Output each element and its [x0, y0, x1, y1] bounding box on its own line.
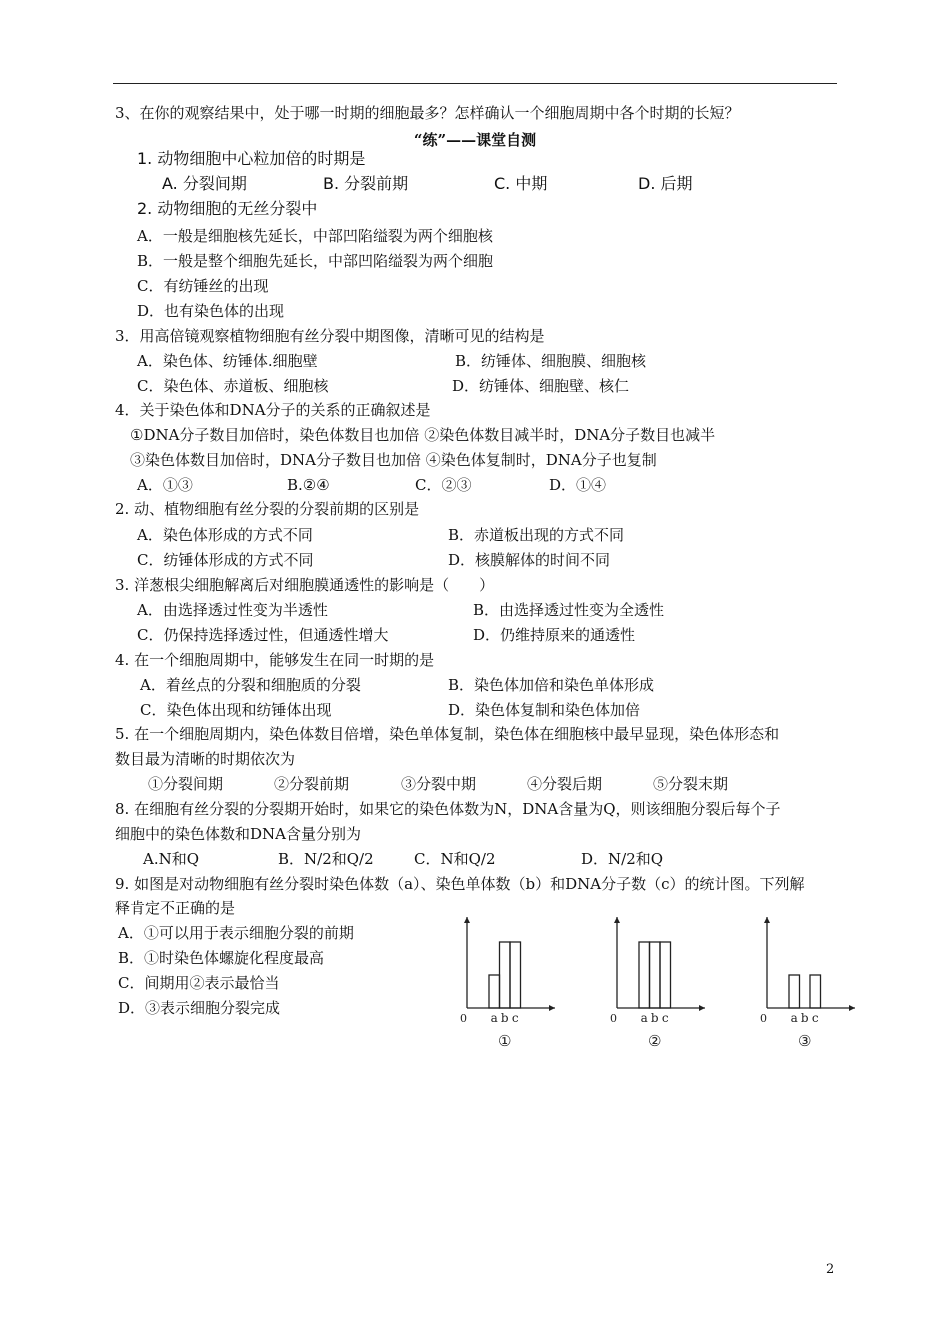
- q5-option-c: C．纺锤体形成的方式不同: [137, 551, 314, 569]
- q7-option-a: A．着丝点的分裂和细胞质的分裂: [140, 676, 361, 694]
- chart-3-bar-c: [810, 975, 821, 1008]
- chart-3-tick-b: b: [800, 1011, 809, 1025]
- q5-option-b: B．赤道板出现的方式不同: [448, 526, 625, 544]
- q3-option-a: A．染色体、纺锤体.细胞壁: [137, 352, 318, 370]
- q3-stem: 3．用高倍镜观察植物细胞有丝分裂中期图像，清晰可见的结构是: [115, 327, 545, 345]
- q6-option-a: A．由选择透过性变为半透性: [137, 601, 328, 619]
- q4-statement-2: ③染色体数目加倍时，DNA分子数目也加倍 ④染色体复制时，DNA分子也复制: [130, 451, 657, 469]
- header-rule: [113, 83, 837, 84]
- q1-option-b: B. 分裂前期: [323, 174, 409, 193]
- q9-option-d: D．N/2和Q: [581, 850, 664, 868]
- q10-option-a: A．①可以用于表示细胞分裂的前期: [118, 924, 354, 942]
- chart-1-label: ①: [498, 1032, 512, 1050]
- chart-3-tick-a: a: [790, 1011, 798, 1025]
- q7-option-d: D．染色体复制和染色体加倍: [448, 701, 641, 719]
- q7-option-c: C．染色体出现和纺锤体出现: [140, 701, 332, 719]
- q4-option-c: C．②③: [415, 476, 472, 494]
- q9-stem-line1: 8. 在细胞有丝分裂的分裂期开始时，如果它的染色体数为N，DNA含量为Q，则该细胞分裂后每个子: [115, 800, 781, 818]
- chart-2-bar-c: [660, 942, 671, 1008]
- q10-stem-line1: 9. 如图是对动物细胞有丝分裂时染色体数（a）、染色单体数（b）和DNA分子数（c）的统计图。下列解: [115, 875, 805, 893]
- q4-stem: 4．关于染色体和DNA分子的关系的正确叙述是: [115, 401, 431, 419]
- q8-stem-line1: 5. 在一个细胞周期内，染色体数目倍增，染色单体复制，染色体在细胞核中最早显现，染色体形态和: [115, 725, 780, 743]
- q3-option-d: D．纺锤体、细胞壁、核仁: [452, 377, 630, 395]
- q9-stem-line2: 细胞中的染色体数和DNA含量分别为: [115, 825, 361, 843]
- q3-option-c: C．染色体、赤道板、细胞核: [137, 377, 329, 395]
- chart-3-bar-a: [789, 975, 800, 1008]
- q9-option-c: C．N和Q/2: [414, 850, 496, 868]
- chart-1-tick-a: a: [490, 1011, 498, 1025]
- chart-2-tick-c: c: [661, 1011, 669, 1025]
- chart-2-bar-b: [650, 942, 661, 1008]
- q4-option-d: D．①④: [549, 476, 607, 494]
- chart-2-y-arrow: [614, 917, 620, 923]
- chart-3-x-arrow: [849, 1005, 855, 1011]
- chart-1-y-arrow: [464, 917, 470, 923]
- q1-option-a: A. 分裂间期: [162, 174, 247, 193]
- q8-option-5: ⑤分裂末期: [653, 775, 729, 793]
- q10-stem-line2: 释肯定不正确的是: [115, 899, 236, 917]
- chart-1-bar-c: [510, 942, 521, 1008]
- chart-3-y-arrow: [764, 917, 770, 923]
- chart-2-x-arrow: [699, 1005, 705, 1011]
- chart-1-tick-b: b: [500, 1011, 509, 1025]
- q6-option-b: B．由选择透过性变为全透性: [473, 601, 665, 619]
- page-number: 2: [826, 1262, 835, 1277]
- q2-option-a: A．一般是细胞核先延长，中部凹陷缢裂为两个细胞核: [137, 227, 493, 245]
- q4-statement-1: ①DNA分子数目加倍时，染色体数目也加倍 ②染色体数目减半时，DNA分子数目也减半: [130, 426, 716, 444]
- chart-2-label: ②: [648, 1032, 662, 1050]
- q2-option-b: B．一般是整个细胞先延长，中部凹陷缢裂为两个细胞: [137, 252, 494, 270]
- chart-2-bar-a: [639, 942, 650, 1008]
- q4-option-b: B.②④: [287, 476, 330, 494]
- chart-1-bar-a: [489, 975, 500, 1008]
- q1-stem: 1. 动物细胞中心粒加倍的时期是: [137, 149, 366, 168]
- q9-option-b: B．N/2和Q/2: [278, 850, 374, 868]
- chart-3-tick-c: c: [811, 1011, 819, 1025]
- chart-3-origin-label: 0: [760, 1012, 767, 1025]
- q1-option-d: D. 后期: [638, 174, 693, 193]
- section-title: “练”——课堂自测: [413, 131, 537, 149]
- q4-option-a: A．①③: [137, 476, 193, 494]
- chart-3-label: ③: [798, 1032, 812, 1050]
- q8-option-2: ②分裂前期: [274, 775, 350, 793]
- q8-option-1: ①分裂间期: [148, 775, 224, 793]
- chart-1-x-arrow: [549, 1005, 555, 1011]
- q3-option-b: B．纺锤体、细胞膜、细胞核: [455, 352, 647, 370]
- chart-2-tick-b: b: [650, 1011, 659, 1025]
- chart-2-origin-label: 0: [610, 1012, 617, 1025]
- q5-stem: 2. 动、植物细胞有丝分裂的分裂前期的区别是: [115, 500, 420, 518]
- q6-option-d: D．仍维持原来的通透性: [473, 626, 636, 644]
- q8-option-3: ③分裂中期: [401, 775, 477, 793]
- chart-2-tick-a: a: [640, 1011, 648, 1025]
- q8-option-4: ④分裂后期: [527, 775, 603, 793]
- q5-option-a: A．染色体形成的方式不同: [137, 526, 313, 544]
- q10-option-d: D．③表示细胞分裂完成: [118, 999, 281, 1017]
- chart-1-bar-b: [500, 942, 511, 1008]
- q7-option-b: B．染色体加倍和染色单体形成: [448, 676, 655, 694]
- chromosome-statistics-charts: [455, 915, 870, 1055]
- q10-option-b: B．①时染色体螺旋化程度最高: [118, 949, 325, 967]
- q9-option-a: A.N和Q: [143, 850, 200, 868]
- q10-option-c: C．间期用②表示最恰当: [118, 974, 280, 992]
- chart-1-origin-label: 0: [460, 1012, 467, 1025]
- q7-stem: 4. 在一个细胞周期中，能够发生在同一时期的是: [115, 651, 435, 669]
- q2-option-c: C．有纺锤丝的出现: [137, 277, 269, 295]
- q2-stem: 2. 动物细胞的无丝分裂中: [137, 199, 318, 218]
- q2-option-d: D．也有染色体的出现: [137, 302, 285, 320]
- q5-option-d: D．核膜解体的时间不同: [448, 551, 611, 569]
- q8-stem-line2: 数目最为清晰的时期依次为: [115, 750, 296, 768]
- q6-option-c: C．仍保持选择透过性，但通透性增大: [137, 626, 389, 644]
- q1-option-c: C. 中期: [494, 174, 548, 193]
- question-intro: 3、在你的观察结果中，处于哪一时期的细胞最多？怎样确认一个细胞周期中各个时期的长短？: [115, 104, 740, 122]
- q6-stem: 3. 洋葱根尖细胞解离后对细胞膜通透性的影响是（ ）: [115, 576, 495, 594]
- chart-1-tick-c: c: [511, 1011, 519, 1025]
